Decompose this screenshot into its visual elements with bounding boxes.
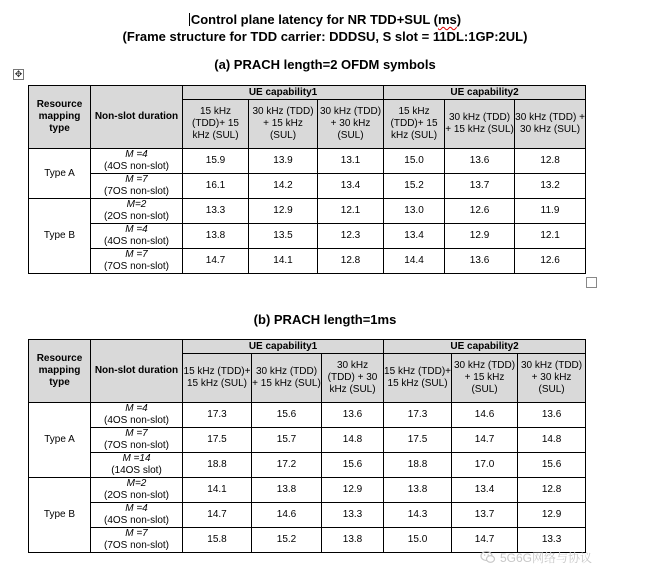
non-slot-duration-header: Non-slot duration <box>91 340 183 403</box>
value-cell: 15.6 <box>252 403 322 428</box>
table-resize-handle-icon[interactable] <box>586 277 597 288</box>
text-cursor <box>189 13 190 26</box>
value-cell: 15.6 <box>322 453 384 478</box>
value-cell: 14.7 <box>452 428 518 453</box>
value-cell: 14.1 <box>249 249 318 274</box>
resource-mapping-type-header: Resource mapping type <box>29 86 91 149</box>
value-cell: 14.2 <box>249 174 318 199</box>
duration-cell: M=2 (2OS non-slot) <box>91 199 183 224</box>
value-cell: 15.6 <box>518 453 586 478</box>
value-cell: 13.5 <box>249 224 318 249</box>
table-b-caption: (b) PRACH length=1ms <box>253 312 397 327</box>
duration-cell: M =7 (7OS non-slot) <box>91 249 183 274</box>
value-cell: 12.9 <box>518 503 586 528</box>
value-cell: 12.6 <box>445 199 515 224</box>
value-cell: 13.8 <box>384 478 452 503</box>
value-cell: 13.1 <box>318 149 384 174</box>
value-cell: 14.8 <box>322 428 384 453</box>
value-cell: 13.3 <box>322 503 384 528</box>
duration-cell: M =4 (4OS non-slot) <box>91 403 183 428</box>
column-header: 15 kHz (TDD)+ 15 kHz (SUL) <box>183 354 252 403</box>
value-cell: 14.4 <box>384 249 445 274</box>
value-cell: 12.8 <box>518 478 586 503</box>
column-header: 15 kHz (TDD)+ 15 kHz (SUL) <box>183 100 249 149</box>
table-move-icon[interactable]: ✥ <box>14 69 23 79</box>
value-cell: 13.0 <box>384 199 445 224</box>
value-cell: 12.1 <box>515 224 586 249</box>
duration-cell: M =14 (14OS slot) <box>91 453 183 478</box>
latency-table-b <box>28 339 586 553</box>
value-cell: 14.7 <box>183 503 252 528</box>
watermark <box>480 548 592 566</box>
value-cell: 15.7 <box>252 428 322 453</box>
ue-capability2-header: UE capability2 <box>384 86 586 100</box>
value-cell: 12.9 <box>322 478 384 503</box>
value-cell: 14.6 <box>252 503 322 528</box>
value-cell: 15.2 <box>384 174 445 199</box>
value-cell: 13.8 <box>183 224 249 249</box>
resource-mapping-type-header: Resource mapping type <box>29 340 91 403</box>
column-header: 30 kHz (TDD) + 15 kHz (SUL) <box>252 354 322 403</box>
value-cell: 12.6 <box>515 249 586 274</box>
table-a-caption: (a) PRACH length=2 OFDM symbols <box>214 57 436 72</box>
column-header: 30 kHz (TDD) + 30 kHz (SUL) <box>518 354 586 403</box>
value-cell: 17.2 <box>252 453 322 478</box>
ue-capability1-header: UE capability1 <box>183 86 384 100</box>
watermark-text: 5G6G网络与协议 <box>500 550 593 565</box>
value-cell: 15.9 <box>183 149 249 174</box>
value-cell: 18.8 <box>183 453 252 478</box>
value-cell: 14.7 <box>452 528 518 553</box>
value-cell: 13.4 <box>384 224 445 249</box>
column-header: 15 kHz (TDD)+ 15 kHz (SUL) <box>384 100 445 149</box>
duration-cell: M =7 (7OS non-slot) <box>91 174 183 199</box>
non-slot-duration-header: Non-slot duration <box>91 86 183 149</box>
value-cell: 14.6 <box>452 403 518 428</box>
value-cell: 15.2 <box>252 528 322 553</box>
column-header: 15 kHz (TDD)+ 15 kHz (SUL) <box>384 354 452 403</box>
value-cell: 14.1 <box>183 478 252 503</box>
value-cell: 17.5 <box>183 428 252 453</box>
column-header: 30 kHz (TDD) + 15 kHz (SUL) <box>445 100 515 149</box>
value-cell: 13.6 <box>518 403 586 428</box>
latency-table-a <box>28 85 586 274</box>
value-cell: 18.8 <box>384 453 452 478</box>
value-cell: 13.4 <box>318 174 384 199</box>
duration-cell: M =7 (7OS non-slot) <box>91 528 183 553</box>
value-cell: 13.7 <box>445 174 515 199</box>
value-cell: 14.3 <box>384 503 452 528</box>
column-header: 30 kHz (TDD) + 15 kHz (SUL) <box>249 100 318 149</box>
type-a-label: Type A <box>29 149 91 199</box>
value-cell: 15.0 <box>384 149 445 174</box>
value-cell: 13.6 <box>445 149 515 174</box>
value-cell: 13.3 <box>183 199 249 224</box>
value-cell: 12.3 <box>318 224 384 249</box>
value-cell: 13.9 <box>249 149 318 174</box>
duration-cell: M =4 (4OS non-slot) <box>91 503 183 528</box>
value-cell: 14.7 <box>183 249 249 274</box>
value-cell: 13.4 <box>452 478 518 503</box>
duration-cell: M =4 (4OS non-slot) <box>91 224 183 249</box>
value-cell: 13.6 <box>445 249 515 274</box>
value-cell: 17.3 <box>384 403 452 428</box>
type-b-label: Type B <box>29 478 91 553</box>
value-cell: 12.1 <box>318 199 384 224</box>
value-cell: 13.6 <box>322 403 384 428</box>
value-cell: 14.8 <box>518 428 586 453</box>
ue-capability1-header: UE capability1 <box>183 340 384 354</box>
document-title-line1: Control plane latency for NR TDD+SUL (ms) <box>190 12 462 27</box>
value-cell: 12.9 <box>445 224 515 249</box>
value-cell: 17.5 <box>384 428 452 453</box>
value-cell: 17.0 <box>452 453 518 478</box>
value-cell: 12.8 <box>515 149 586 174</box>
value-cell: 13.3 <box>518 528 586 553</box>
value-cell: 13.2 <box>515 174 586 199</box>
column-header: 30 kHz (TDD) + 30 kHz (SUL) <box>318 100 384 149</box>
value-cell: 12.9 <box>249 199 318 224</box>
value-cell: 13.7 <box>452 503 518 528</box>
value-cell: 15.8 <box>183 528 252 553</box>
value-cell: 16.1 <box>183 174 249 199</box>
column-header: 30 kHz (TDD) + 30 kHz (SUL) <box>322 354 384 403</box>
ue-capability2-header: UE capability2 <box>384 340 586 354</box>
value-cell: 13.8 <box>322 528 384 553</box>
value-cell: 17.3 <box>183 403 252 428</box>
duration-cell: M =4 (4OS non-slot) <box>91 149 183 174</box>
column-header: 30 kHz (TDD) + 30 kHz (SUL) <box>515 100 586 149</box>
value-cell: 12.8 <box>318 249 384 274</box>
duration-cell: M=2 (2OS non-slot) <box>91 478 183 503</box>
value-cell: 13.8 <box>252 478 322 503</box>
value-cell: 11.9 <box>515 199 586 224</box>
document-title-line2: (Frame structure for TDD carrier: DDDSU, S slot = 11DL:1GP:2UL) <box>122 29 528 44</box>
value-cell: 15.0 <box>384 528 452 553</box>
column-header: 30 kHz (TDD) + 15 kHz (SUL) <box>452 354 518 403</box>
wechat-icon <box>480 549 496 565</box>
duration-cell: M =7 (7OS non-slot) <box>91 428 183 453</box>
type-a-label: Type A <box>29 403 91 478</box>
type-b-label: Type B <box>29 199 91 274</box>
